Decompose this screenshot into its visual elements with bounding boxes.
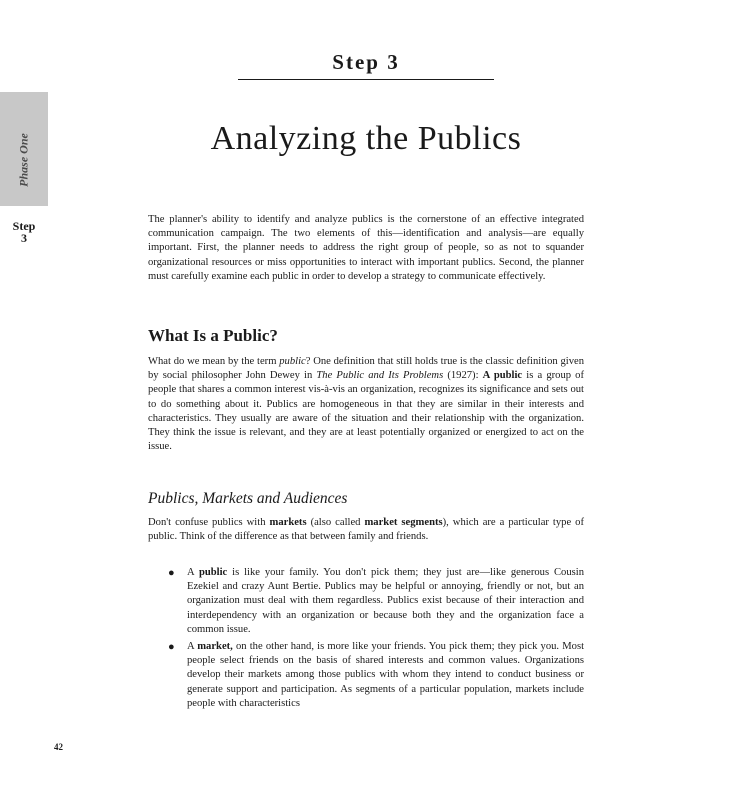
text-run: (also called <box>306 517 365 528</box>
italic-term: public <box>279 356 306 367</box>
bold-term: market, <box>197 641 233 653</box>
bullet-text <box>187 566 584 637</box>
bullet-text <box>187 640 584 711</box>
definition-paragraph <box>148 355 584 454</box>
bold-term: market segments <box>364 517 443 528</box>
chapter-title: Analyzing the Publics <box>210 120 522 157</box>
page-number: 42 <box>54 742 63 752</box>
text-run: What do we mean by the term <box>148 356 280 367</box>
step-heading: Step 3 <box>238 50 494 80</box>
text-run: (1927): <box>443 370 483 382</box>
text-run: Don't confuse publics with <box>148 517 270 528</box>
text-run: is like your family. You don't pick them; they just are—like generous Cousin Ezekiel and crazy Aunt Bertie. Publics may be helpful or annoying, friendly or not, but an organization must deal with them regardless. Publics exist because of their interaction and interdependency with an organization or because both they and the organization face a common issue. <box>187 567 585 635</box>
bold-term: public <box>198 567 228 578</box>
intro-paragraph: The planner's ability to identify and analyze publics is the cornerstone of an effective integrated communication campaign. The two elements of this—identification and analysis—are equally important. First, the planner needs to address the right group of people, so as not to squander organizational resources or miss opportunities to interact with important publics. Second, the planner must carefully examine each public in order to develop a strategy to communicate effectively. <box>148 214 584 282</box>
margin-step-number: 3 <box>21 231 27 245</box>
bullet-list <box>168 566 584 714</box>
bold-term: markets <box>269 517 307 528</box>
text-run: A <box>187 567 199 578</box>
phase-label: Phase One <box>16 133 31 187</box>
bold-term: A public <box>482 370 523 382</box>
text-run: is a group of people that shares a common interest vis-à-vis an organization, recognizes its significance and sets out to do something about it. Publics are homogeneous in that they are similar in their interests and characteristics. They usually are aware of the situation and their relationship with the organization. They think the issue is relevant, and they are at least potentially organized or energized to act on the issue. <box>148 370 584 453</box>
bullet-icon: ● <box>168 567 175 579</box>
section-heading-what-is-public: What Is a Public? <box>148 326 278 345</box>
bullet-icon: ● <box>168 641 175 654</box>
list-item <box>168 566 584 637</box>
book-title: The Public and Its Problems <box>316 370 444 382</box>
list-item <box>168 640 584 711</box>
margin-step-label: Step <box>12 219 36 233</box>
margin-step-marker <box>6 220 42 244</box>
section-heading-publics-markets: Publics, Markets and Audiences <box>148 490 348 507</box>
text-run: on the other hand, is more like your friends. You pick them; they pick you. Most people select friends on the basis of shared interests and common values. Organizations develop their markets among those publics with whom they intend to conduct business or generate support and participation. As segments of a particular population, markets include people with characteristics <box>187 641 585 709</box>
text-run: ? One definition that still holds true is the classic definition given by social philosopher John Dewey in <box>148 356 584 382</box>
text-run: ), which are a particular type of public. Think of the difference as that between family and friends. <box>148 517 584 543</box>
markets-paragraph <box>148 516 584 544</box>
text-run: A <box>187 641 198 653</box>
